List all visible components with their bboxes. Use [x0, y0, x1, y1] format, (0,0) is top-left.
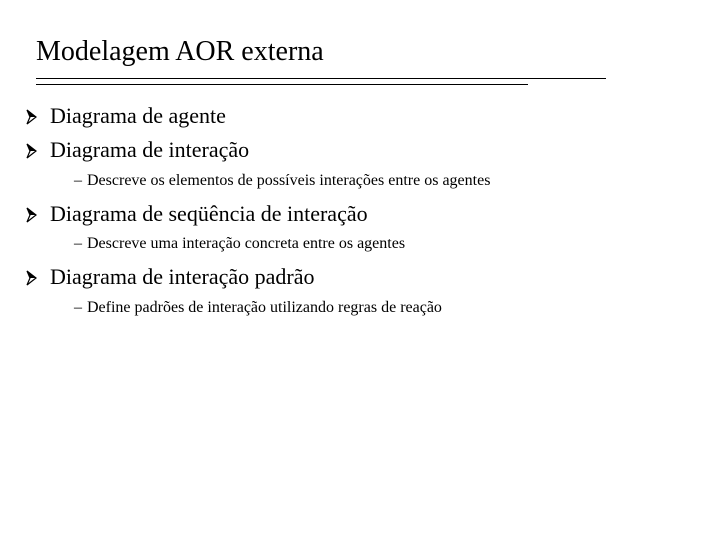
bullet-text: Diagrama de seqüência de interação [50, 201, 368, 226]
sub-bullet-text: Descreve os elementos de possíveis interações entre os agentes [87, 172, 491, 189]
slide-title: Modelagem AOR externa [36, 36, 324, 67]
sub-bullet-item [74, 233, 405, 255]
bullet-item [26, 101, 226, 131]
title-underline-short [36, 84, 528, 85]
arrowhead-bullet-icon [26, 207, 37, 223]
bullet-text: Diagrama de agente [50, 103, 226, 128]
sub-bullet-item [74, 170, 490, 192]
bullet-item [26, 199, 368, 229]
bullet-text: Diagrama de interação [50, 137, 250, 162]
arrowhead-bullet-icon [26, 109, 37, 125]
sub-bullet-text: Descreve uma interação concreta entre os agentes [87, 235, 406, 252]
bullet-item [26, 135, 249, 165]
bullet-text: Diagrama de interação padrão [50, 264, 315, 289]
sub-bullet-item [74, 297, 442, 319]
bullet-item [26, 262, 314, 292]
arrowhead-bullet-icon [26, 143, 37, 159]
dash-marker: – [74, 172, 82, 189]
sub-bullet-text: Define padrões de interação utilizando regras de reação [87, 299, 442, 316]
dash-marker: – [74, 299, 82, 316]
arrowhead-bullet-icon [26, 270, 37, 286]
title-underline-long [36, 78, 606, 79]
dash-marker: – [74, 235, 82, 252]
